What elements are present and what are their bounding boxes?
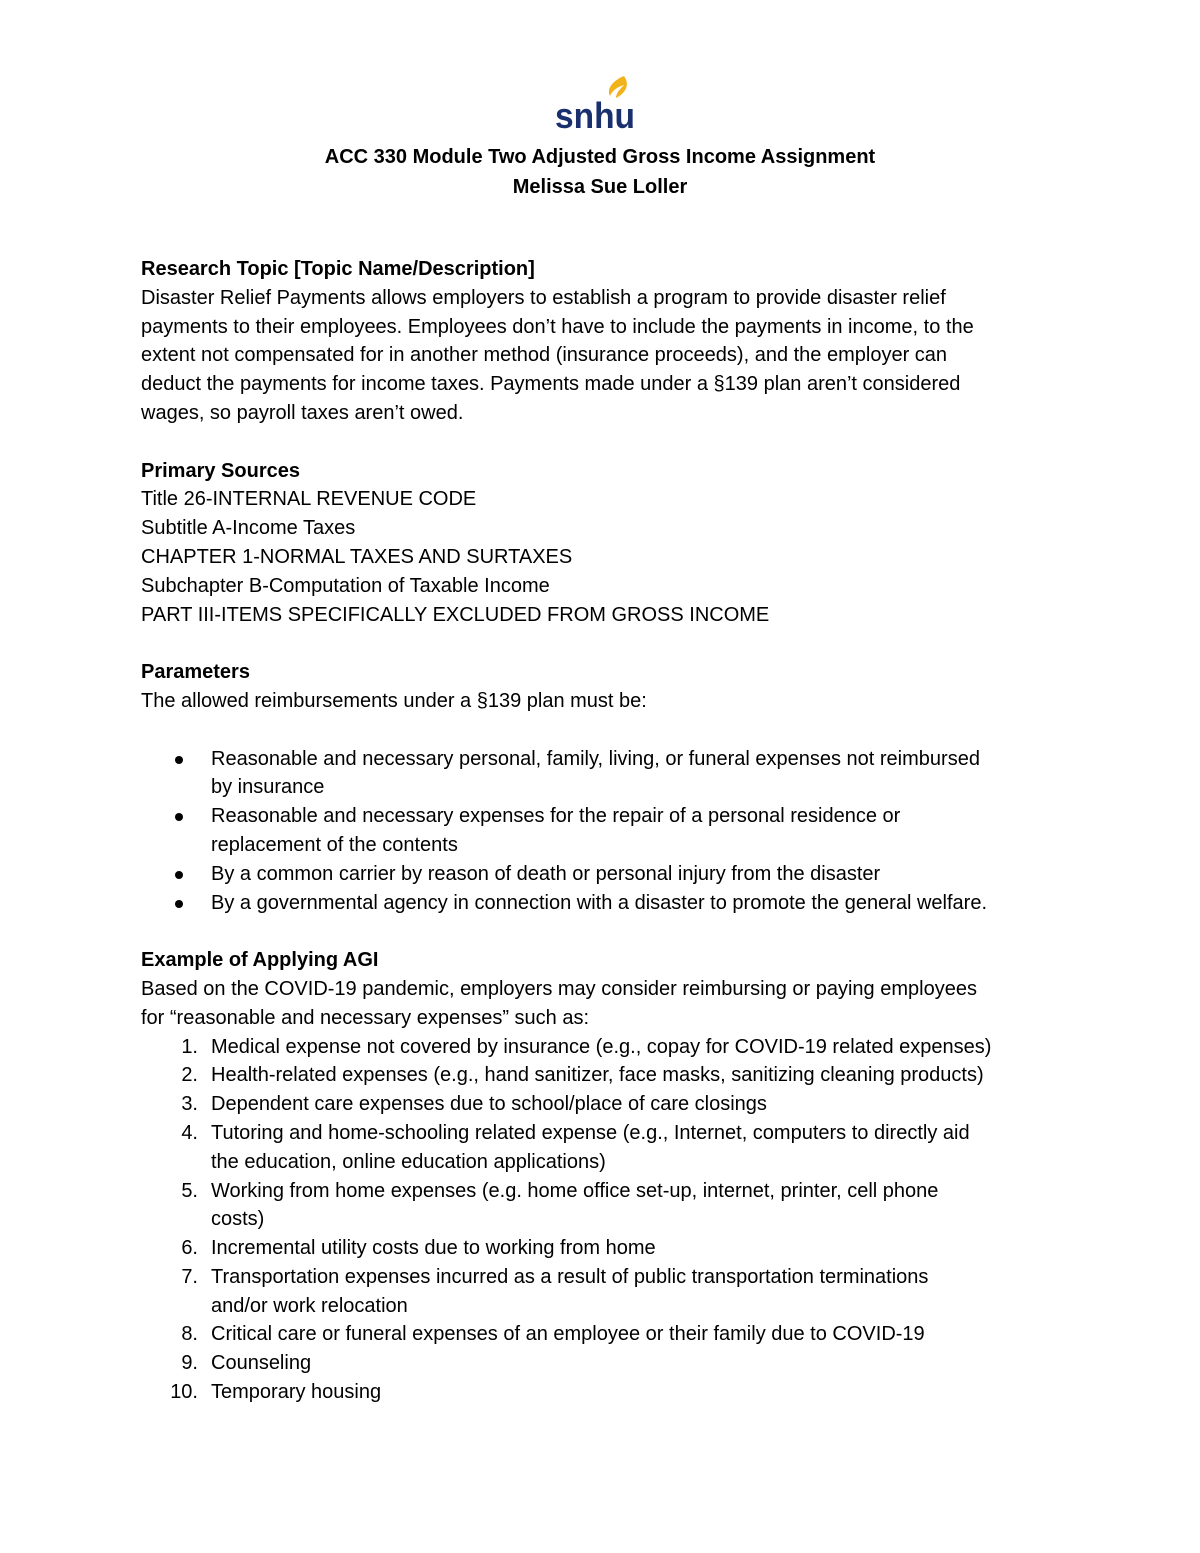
research-line: Disaster Relief Payments allows employers to establish a program to provide disaster relief [141,286,946,309]
list-item: Reasonable and necessary expenses for the repair of a personal residence or replacement of the contents [141,802,1061,860]
logo-text: snhu [555,95,635,132]
list-item: 9. Counseling [141,1349,1061,1378]
example-intro-line: Based on the COVID-19 pandemic, employers may consider reimbursing or paying employees [141,977,977,1000]
list-number: 10. [170,1381,198,1404]
parameters-heading: Parameters [141,661,250,684]
title-block [0,142,1200,202]
research-line: extent not compensated for in another method (insurance proceeds), and the employer can [141,344,948,367]
list-item: By a common carrier by reason of death or personal injury from the disaster [141,860,1061,889]
source-line: PART III-ITEMS SPECIFICALLY EXCLUDED FROM GROSS INCOME [141,603,770,626]
list-item: By a governmental agency in connection with a disaster to promote the general welfare. [141,889,1061,918]
research-heading: Research Topic [Topic Name/Description] [141,258,535,280]
example-intro-line: for “reasonable and necessary expenses” such as: [141,1006,590,1029]
list-number: 9. [181,1352,198,1375]
research-line: wages, so payroll taxes aren’t owed. [141,401,464,424]
example-heading: Example of Applying AGI [141,949,379,972]
list-number: 4. [181,1121,198,1144]
list-item: 1. Medical expense not covered by insurance (e.g., copay for COVID-19 related expenses) [141,1033,1061,1062]
list-item: 4. Tutoring and home-schooling related expense (e.g., Internet, computers to directly aid the education, online education applications) [141,1119,1061,1177]
list-item: 8. Critical care or funeral expenses of an employee or their family due to COVID-19 [141,1320,1061,1349]
source-line: Subtitle A-Income Taxes [141,517,356,540]
list-number: 2. [181,1064,198,1087]
source-line: Subchapter B-Computation of Taxable Income [141,574,550,597]
author-name: Melissa Sue Loller [512,176,688,198]
list-number: 1. [181,1035,198,1058]
sources-heading: Primary Sources [141,459,300,482]
document-title: ACC 330 Module Two Adjusted Gross Income Assignment [324,146,876,168]
research-line: deduct the payments for income taxes. Payments made under a §139 plan aren’t considered [141,373,961,396]
list-number: 7. [181,1265,198,1288]
parameters-intro: The allowed reimbursements under a §139 plan must be: [141,689,647,712]
list-number: 8. [181,1323,198,1346]
list-number: 6. [181,1237,198,1260]
example-list [141,1033,1061,1407]
list-number: 5. [181,1179,198,1202]
source-line: Title 26-INTERNAL REVENUE CODE [141,488,477,511]
list-item: 5. Working from home expenses (e.g. home office set-up, internet, printer, cell phone costs) [141,1177,1061,1235]
document-body [141,255,1061,1407]
research-line: payments to their employees. Employees don’t have to include the payments in income, to the [141,315,974,338]
source-line: CHAPTER 1-NORMAL TAXES AND SURTAXES [141,545,573,568]
snhu-logo [554,74,638,132]
list-number: 3. [181,1093,198,1116]
list-item: 10. Temporary housing [141,1378,1061,1407]
parameters-list [141,745,1061,918]
list-item: Reasonable and necessary personal, family, living, or funeral expenses not reimbursed by insurance [141,745,1061,803]
flame-icon [554,74,638,132]
list-item: 2. Health-related expenses (e.g., hand sanitizer, face masks, sanitizing cleaning products) [141,1061,1061,1090]
list-item: 7. Transportation expenses incurred as a result of public transportation terminations and/or work relocation [141,1263,1061,1321]
list-item: 6. Incremental utility costs due to working from home [141,1234,1061,1263]
list-item: 3. Dependent care expenses due to school/place of care closings [141,1090,1061,1119]
